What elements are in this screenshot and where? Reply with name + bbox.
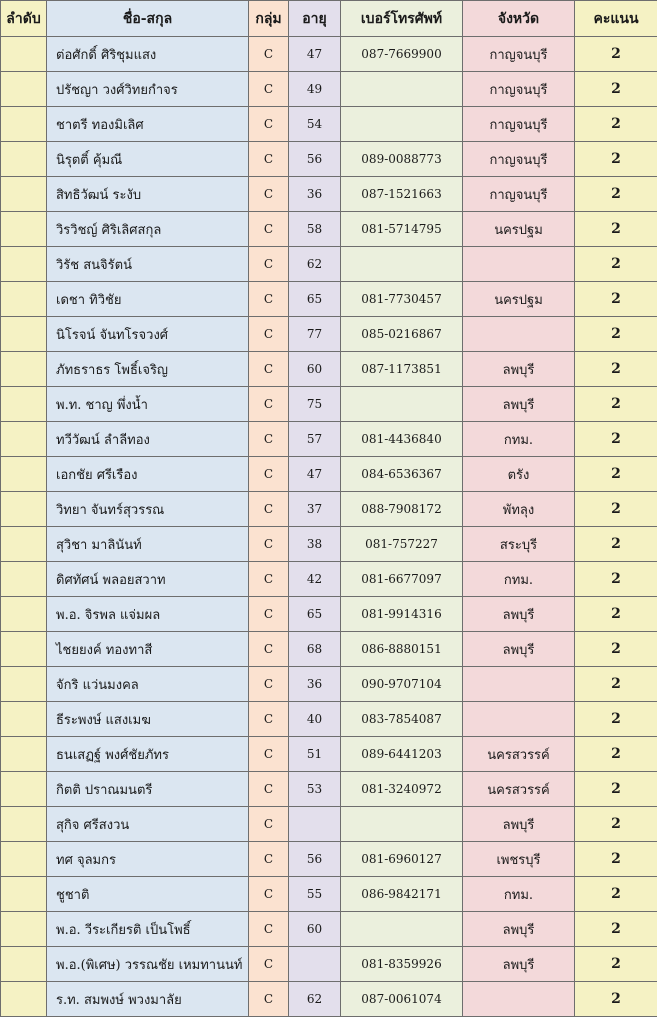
cell-age: 60 bbox=[289, 912, 341, 947]
cell-name: วิรวิชญ์ ศิริเลิศสกุล bbox=[47, 212, 249, 247]
cell-order bbox=[1, 142, 47, 177]
table-row bbox=[1, 212, 657, 247]
cell-name: พ.ท. ชาญ พึ่งน้ำ bbox=[47, 387, 249, 422]
cell-group: C bbox=[249, 772, 289, 807]
cell-name: ธนเสฏฐ์ พงศ์ชัยภัทร bbox=[47, 737, 249, 772]
cell-age bbox=[289, 947, 341, 982]
cell-phone: 090-9707104 bbox=[341, 667, 463, 702]
cell-group: C bbox=[249, 457, 289, 492]
cell-province: ลพบุรี bbox=[463, 387, 575, 422]
cell-phone: 087-7669900 bbox=[341, 37, 463, 72]
cell-province: นครปฐม bbox=[463, 212, 575, 247]
cell-group: C bbox=[249, 667, 289, 702]
cell-province: เพชรบุรี bbox=[463, 842, 575, 877]
cell-age: 36 bbox=[289, 667, 341, 702]
table-row bbox=[1, 632, 657, 667]
table-row bbox=[1, 37, 657, 72]
table-row bbox=[1, 352, 657, 387]
cell-group: C bbox=[249, 107, 289, 142]
cell-order bbox=[1, 737, 47, 772]
table-row bbox=[1, 982, 657, 1017]
cell-age: 68 bbox=[289, 632, 341, 667]
cell-phone: 081-4436840 bbox=[341, 422, 463, 457]
cell-province: ตรัง bbox=[463, 457, 575, 492]
cell-phone: 087-1521663 bbox=[341, 177, 463, 212]
cell-phone bbox=[341, 107, 463, 142]
cell-province: นครสวรรค์ bbox=[463, 737, 575, 772]
cell-order bbox=[1, 597, 47, 632]
cell-order bbox=[1, 527, 47, 562]
header-age: อายุ bbox=[289, 1, 341, 37]
cell-phone: 087-1173851 bbox=[341, 352, 463, 387]
cell-phone: 081-6960127 bbox=[341, 842, 463, 877]
cell-order bbox=[1, 457, 47, 492]
cell-score: 2 bbox=[575, 632, 657, 667]
cell-group: C bbox=[249, 527, 289, 562]
cell-province: กาญจนบุรี bbox=[463, 37, 575, 72]
cell-order bbox=[1, 982, 47, 1017]
cell-score: 2 bbox=[575, 387, 657, 422]
cell-name: ต่อศักดิ์ ศิริชุมแสง bbox=[47, 37, 249, 72]
cell-province: กาญจนบุรี bbox=[463, 142, 575, 177]
table-row bbox=[1, 107, 657, 142]
cell-province: ลพบุรี bbox=[463, 807, 575, 842]
cell-order bbox=[1, 772, 47, 807]
cell-age bbox=[289, 807, 341, 842]
cell-order bbox=[1, 387, 47, 422]
cell-province: กทม. bbox=[463, 422, 575, 457]
cell-score: 2 bbox=[575, 177, 657, 212]
table-row bbox=[1, 282, 657, 317]
cell-score: 2 bbox=[575, 212, 657, 247]
cell-order bbox=[1, 667, 47, 702]
cell-province: ลพบุรี bbox=[463, 632, 575, 667]
cell-order bbox=[1, 72, 47, 107]
cell-group: C bbox=[249, 317, 289, 352]
cell-age: 54 bbox=[289, 107, 341, 142]
cell-phone: 083-7854087 bbox=[341, 702, 463, 737]
cell-age: 40 bbox=[289, 702, 341, 737]
cell-order bbox=[1, 247, 47, 282]
table-row bbox=[1, 667, 657, 702]
cell-score: 2 bbox=[575, 562, 657, 597]
cell-order bbox=[1, 807, 47, 842]
cell-phone: 089-6441203 bbox=[341, 737, 463, 772]
cell-phone: 081-5714795 bbox=[341, 212, 463, 247]
cell-phone: 084-6536367 bbox=[341, 457, 463, 492]
cell-phone: 086-9842171 bbox=[341, 877, 463, 912]
cell-age: 49 bbox=[289, 72, 341, 107]
cell-province: ลพบุรี bbox=[463, 597, 575, 632]
cell-name: เอกชัย ศรีเรือง bbox=[47, 457, 249, 492]
cell-phone: 088-7908172 bbox=[341, 492, 463, 527]
cell-phone: 081-9914316 bbox=[341, 597, 463, 632]
cell-province bbox=[463, 702, 575, 737]
table-row bbox=[1, 527, 657, 562]
table-row bbox=[1, 597, 657, 632]
cell-age: 60 bbox=[289, 352, 341, 387]
cell-score: 2 bbox=[575, 317, 657, 352]
cell-group: C bbox=[249, 177, 289, 212]
cell-age: 37 bbox=[289, 492, 341, 527]
cell-province bbox=[463, 982, 575, 1017]
cell-province: พัทลุง bbox=[463, 492, 575, 527]
cell-order bbox=[1, 422, 47, 457]
cell-province bbox=[463, 317, 575, 352]
cell-score: 2 bbox=[575, 527, 657, 562]
cell-phone bbox=[341, 807, 463, 842]
cell-province: กาญจนบุรี bbox=[463, 72, 575, 107]
cell-group: C bbox=[249, 422, 289, 457]
cell-province: ลพบุรี bbox=[463, 912, 575, 947]
cell-age: 47 bbox=[289, 457, 341, 492]
cell-order bbox=[1, 562, 47, 597]
cell-age: 56 bbox=[289, 142, 341, 177]
table-row bbox=[1, 317, 657, 352]
cell-score: 2 bbox=[575, 107, 657, 142]
cell-name: สุกิจ ศรีสงวน bbox=[47, 807, 249, 842]
table-body bbox=[1, 37, 657, 1017]
cell-name: ธีระพงษ์ แสงเมฆ bbox=[47, 702, 249, 737]
table-row bbox=[1, 947, 657, 982]
cell-order bbox=[1, 177, 47, 212]
cell-group: C bbox=[249, 142, 289, 177]
cell-score: 2 bbox=[575, 772, 657, 807]
cell-phone: 086-8880151 bbox=[341, 632, 463, 667]
cell-order bbox=[1, 212, 47, 247]
cell-name: ชูชาติ bbox=[47, 877, 249, 912]
table-row bbox=[1, 177, 657, 212]
cell-order bbox=[1, 947, 47, 982]
cell-province bbox=[463, 247, 575, 282]
cell-province: สระบุรี bbox=[463, 527, 575, 562]
cell-score: 2 bbox=[575, 492, 657, 527]
cell-score: 2 bbox=[575, 737, 657, 772]
cell-phone: 081-8359926 bbox=[341, 947, 463, 982]
table-row bbox=[1, 562, 657, 597]
cell-phone bbox=[341, 387, 463, 422]
table-row bbox=[1, 702, 657, 737]
cell-score: 2 bbox=[575, 667, 657, 702]
cell-name: จักริ แว่นมงคล bbox=[47, 667, 249, 702]
cell-score: 2 bbox=[575, 982, 657, 1017]
cell-name: พ.อ. วีระเกียรติ เป็นโพธิ์ bbox=[47, 912, 249, 947]
cell-group: C bbox=[249, 597, 289, 632]
cell-group: C bbox=[249, 387, 289, 422]
cell-score: 2 bbox=[575, 947, 657, 982]
table-row bbox=[1, 842, 657, 877]
cell-phone bbox=[341, 247, 463, 282]
header-score: คะแนน bbox=[575, 1, 657, 37]
table-row bbox=[1, 142, 657, 177]
cell-age: 36 bbox=[289, 177, 341, 212]
cell-group: C bbox=[249, 947, 289, 982]
table-row bbox=[1, 877, 657, 912]
cell-name: ทศ จุลมกร bbox=[47, 842, 249, 877]
cell-order bbox=[1, 912, 47, 947]
table-row bbox=[1, 457, 657, 492]
cell-phone: 087-0061074 bbox=[341, 982, 463, 1017]
cell-score: 2 bbox=[575, 142, 657, 177]
cell-age: 55 bbox=[289, 877, 341, 912]
cell-group: C bbox=[249, 737, 289, 772]
cell-score: 2 bbox=[575, 877, 657, 912]
cell-score: 2 bbox=[575, 702, 657, 737]
cell-province: นครสวรรค์ bbox=[463, 772, 575, 807]
cell-province: กาญจนบุรี bbox=[463, 177, 575, 212]
cell-province: นครปฐม bbox=[463, 282, 575, 317]
cell-score: 2 bbox=[575, 597, 657, 632]
cell-age: 58 bbox=[289, 212, 341, 247]
cell-group: C bbox=[249, 842, 289, 877]
cell-score: 2 bbox=[575, 282, 657, 317]
header-province: จังหวัด bbox=[463, 1, 575, 37]
header-phone: เบอร์โทรศัพท์ bbox=[341, 1, 463, 37]
cell-age: 57 bbox=[289, 422, 341, 457]
cell-province: กทม. bbox=[463, 562, 575, 597]
cell-age: 65 bbox=[289, 597, 341, 632]
cell-group: C bbox=[249, 282, 289, 317]
cell-name: สุวิชา มาลินันท์ bbox=[47, 527, 249, 562]
cell-score: 2 bbox=[575, 422, 657, 457]
cell-name: นิรุตติ์ คุ้มณี bbox=[47, 142, 249, 177]
cell-group: C bbox=[249, 247, 289, 282]
cell-age: 62 bbox=[289, 982, 341, 1017]
table-row bbox=[1, 72, 657, 107]
cell-score: 2 bbox=[575, 247, 657, 282]
cell-age: 75 bbox=[289, 387, 341, 422]
cell-name: ภัทธราธร โพธิ์เจริญ bbox=[47, 352, 249, 387]
cell-group: C bbox=[249, 982, 289, 1017]
cell-age: 51 bbox=[289, 737, 341, 772]
cell-group: C bbox=[249, 807, 289, 842]
cell-group: C bbox=[249, 912, 289, 947]
cell-phone bbox=[341, 72, 463, 107]
cell-phone: 081-7730457 bbox=[341, 282, 463, 317]
cell-score: 2 bbox=[575, 37, 657, 72]
cell-name: ปรัชญา วงศ์วิทยกำจร bbox=[47, 72, 249, 107]
cell-age: 38 bbox=[289, 527, 341, 562]
table-row bbox=[1, 422, 657, 457]
table-row bbox=[1, 807, 657, 842]
header-order: ลำดับ bbox=[1, 1, 47, 37]
cell-order bbox=[1, 352, 47, 387]
cell-province: กาญจนบุรี bbox=[463, 107, 575, 142]
cell-name: วิทยา จันทร์สุวรรณ bbox=[47, 492, 249, 527]
cell-province: ลพบุรี bbox=[463, 352, 575, 387]
cell-group: C bbox=[249, 352, 289, 387]
header-name: ชื่อ-สกุล bbox=[47, 1, 249, 37]
cell-age: 56 bbox=[289, 842, 341, 877]
cell-name: เดชา ทิวิชัย bbox=[47, 282, 249, 317]
header-group: กลุ่ม bbox=[249, 1, 289, 37]
cell-name: กิตติ ปราณมนตรี bbox=[47, 772, 249, 807]
cell-order bbox=[1, 107, 47, 142]
cell-phone: 081-6677097 bbox=[341, 562, 463, 597]
cell-score: 2 bbox=[575, 457, 657, 492]
cell-order bbox=[1, 317, 47, 352]
cell-phone: 081-3240972 bbox=[341, 772, 463, 807]
header-row bbox=[1, 1, 657, 37]
cell-group: C bbox=[249, 72, 289, 107]
cell-group: C bbox=[249, 702, 289, 737]
table-row bbox=[1, 492, 657, 527]
cell-province: กทม. bbox=[463, 877, 575, 912]
table-row bbox=[1, 247, 657, 282]
cell-phone: 081-757227 bbox=[341, 527, 463, 562]
cell-age: 77 bbox=[289, 317, 341, 352]
cell-order bbox=[1, 842, 47, 877]
cell-phone: 089-0088773 bbox=[341, 142, 463, 177]
cell-name: ดิศทัศน์ พลอยสวาท bbox=[47, 562, 249, 597]
cell-order bbox=[1, 282, 47, 317]
cell-name: ร.ท. สมพงษ์ พวงมาลัย bbox=[47, 982, 249, 1017]
cell-group: C bbox=[249, 632, 289, 667]
cell-score: 2 bbox=[575, 352, 657, 387]
cell-score: 2 bbox=[575, 72, 657, 107]
cell-age: 42 bbox=[289, 562, 341, 597]
cell-score: 2 bbox=[575, 807, 657, 842]
table-row bbox=[1, 772, 657, 807]
cell-phone: 085-0216867 bbox=[341, 317, 463, 352]
cell-name: นิโรจน์ จันทโรจวงศ์ bbox=[47, 317, 249, 352]
cell-name: พ.อ.(พิเศษ) วรรณชัย เหมทานนท์ bbox=[47, 947, 249, 982]
cell-province: ลพบุรี bbox=[463, 947, 575, 982]
cell-group: C bbox=[249, 877, 289, 912]
cell-phone bbox=[341, 912, 463, 947]
cell-name: สิทธิวัฒน์ ระงับ bbox=[47, 177, 249, 212]
cell-group: C bbox=[249, 562, 289, 597]
cell-order bbox=[1, 632, 47, 667]
cell-group: C bbox=[249, 37, 289, 72]
cell-order bbox=[1, 702, 47, 737]
cell-name: วิรัช สนจิรัตน์ bbox=[47, 247, 249, 282]
cell-name: ชาตรี ทองมิเลิศ bbox=[47, 107, 249, 142]
table-row bbox=[1, 912, 657, 947]
table-row bbox=[1, 737, 657, 772]
cell-age: 62 bbox=[289, 247, 341, 282]
cell-name: ไชยยงค์ ทองทาสี bbox=[47, 632, 249, 667]
cell-score: 2 bbox=[575, 842, 657, 877]
cell-name: ทวีวัฒน์ ลำลีทอง bbox=[47, 422, 249, 457]
cell-age: 65 bbox=[289, 282, 341, 317]
cell-group: C bbox=[249, 212, 289, 247]
cell-name: พ.อ. จิรพล แจ่มผล bbox=[47, 597, 249, 632]
cell-group: C bbox=[249, 492, 289, 527]
table-row bbox=[1, 387, 657, 422]
cell-age: 53 bbox=[289, 772, 341, 807]
cell-order bbox=[1, 492, 47, 527]
cell-score: 2 bbox=[575, 912, 657, 947]
cell-age: 47 bbox=[289, 37, 341, 72]
cell-order bbox=[1, 877, 47, 912]
cell-order bbox=[1, 37, 47, 72]
cell-province bbox=[463, 667, 575, 702]
